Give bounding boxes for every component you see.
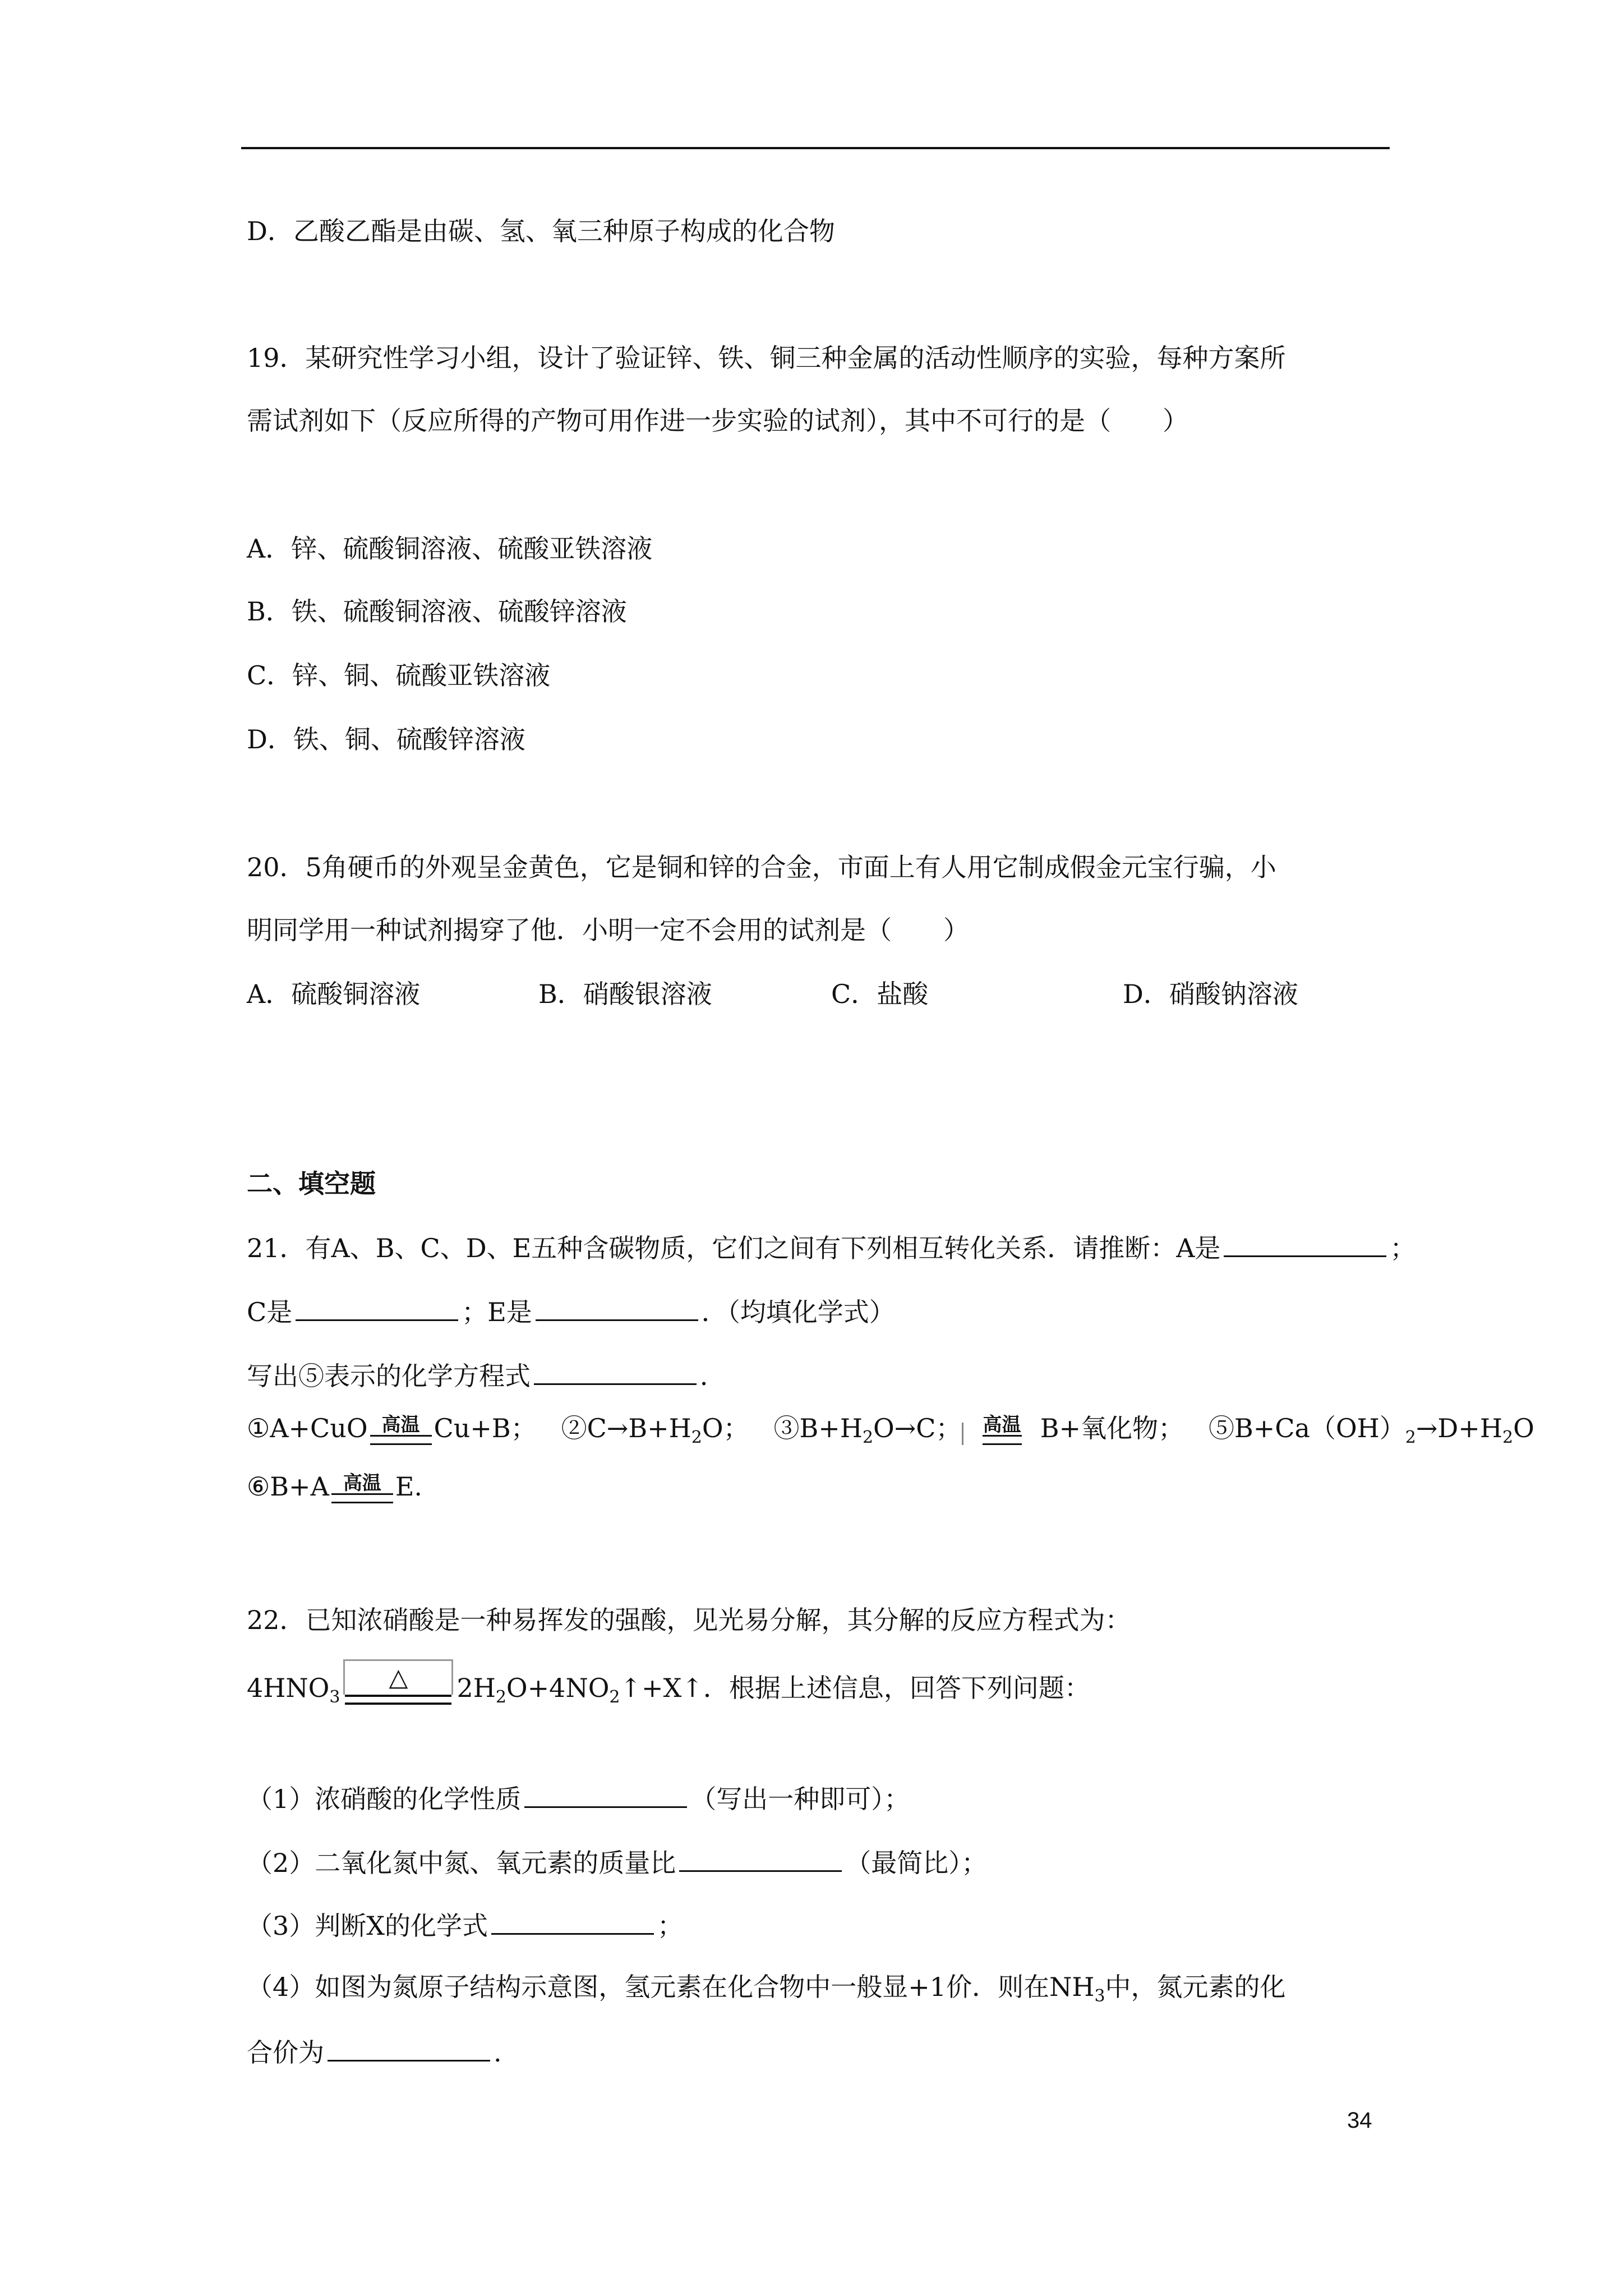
answer-blank-ratio[interactable] — [679, 1843, 842, 1872]
page-number: 34 — [1347, 2108, 1372, 2133]
high-temp-arrow: 高温 — [331, 1473, 393, 1503]
high-temp-arrow: 高温 — [983, 1415, 1022, 1445]
q21-stem-text: 21．有A、B、C、D、E五种含碳物质，它们之间有下列相互转化关系．请推断：A是 — [247, 1233, 1221, 1263]
q20-stem-line2: 明同学用一种试剂揭穿了他．小明一定不会用的试剂是（ ） — [247, 915, 969, 945]
section-heading: 二、填空题 — [247, 1168, 376, 1199]
q19-stem-line2: 需试剂如下（反应所得的产物可用作进一步实验的试剂），其中不可行的是（ ） — [247, 406, 1188, 436]
q21-stem-line2: C是 ；E是 ．（均填化学式） — [247, 1292, 895, 1329]
q19-option-c: C．锌、铜、硫酸亚铁溶液 — [247, 660, 551, 691]
header-rule — [241, 147, 1390, 149]
answer-blank-valence[interactable] — [328, 2033, 490, 2062]
q18-option-d: D．乙酸乙酯是由碳、氢、氧三种原子构成的化合物 — [247, 216, 835, 246]
q21-reactions-line2: ⑥B+A 高温 E. — [247, 1470, 422, 1503]
q19-option-a: A．锌、硫酸铜溶液、硫酸亚铁溶液 — [247, 533, 653, 564]
cropped-image-fragment — [962, 1423, 980, 1445]
q20-option-d: D．硝酸钠溶液 — [1123, 979, 1298, 1009]
q19-option-b: B．铁、硫酸铜溶液、硫酸锌溶液 — [247, 596, 627, 627]
q22-equation: $4HNO_3$ △ $2H_2O+4NO_2↑+X↑$．根据上述信息，回答下列问题： — [247, 1659, 1090, 1705]
answer-blank-equation[interactable] — [534, 1356, 697, 1385]
high-temp-arrow: 高温 — [370, 1415, 432, 1445]
q19-option-d: D．铁、铜、硫酸锌溶液 — [247, 724, 525, 754]
q19-stem-line1: 19．某研究性学习小组，设计了验证锌、铁、铜三种金属的活动性顺序的实验，每种方案所 — [247, 343, 1286, 373]
answer-blank-a[interactable] — [1224, 1228, 1386, 1257]
q22-part3: （3）判断X的化学式 ； — [247, 1906, 683, 1943]
q20-option-c: C．盐酸 — [831, 979, 929, 1009]
q21-stem-line1: 21．有A、B、C、D、E五种含碳物质，它们之间有下列相互转化关系．请推断：A是 ； — [247, 1228, 1415, 1265]
answer-blank-formula[interactable] — [491, 1906, 654, 1935]
q20-option-a: A．硫酸铜溶液 — [247, 979, 421, 1009]
answer-blank-property[interactable] — [524, 1779, 687, 1808]
q20-stem-line1: 20．5角硬币的外观呈金黄色，它是铜和锌的合金，市面上有人用它制成假金元宝行骗，小 — [247, 852, 1276, 882]
heat-condition-box: △ — [343, 1659, 453, 1705]
q21-stem-line3: 写出⑤表示的化学方程式 ． — [247, 1356, 726, 1393]
q22-part2: （2）二氧化氮中氮、氧元素的质量比 （最简比）； — [247, 1843, 987, 1880]
q22-part1: （1）浓硝酸的化学性质 （写出一种即可）； — [247, 1779, 910, 1816]
answer-blank-e[interactable] — [536, 1292, 698, 1321]
q22-part4-line2: 合价为 . — [247, 2033, 502, 2069]
q22-stem: 22．已知浓硝酸是一种易挥发的强酸，见光易分解，其分解的反应方程式为： — [247, 1605, 1131, 1635]
answer-blank-c[interactable] — [296, 1292, 458, 1321]
q22-part4-line1: （4）如图为氮原子结构示意图，氢元素在化合物中一般显+1价．则在$NH_3$中，氮元素的化 — [247, 1972, 1286, 2006]
q21-reactions-line1: ①A+CuO 高温 Cu+B； $②C\to B+H_2O$； $③B+H_2O\to C$； 高温 B+氧化物； $⑤B+Ca(OH)_2\to D+H_2O$ — [247, 1413, 1534, 1447]
q20-option-b: B．硝酸银溶液 — [538, 979, 712, 1009]
